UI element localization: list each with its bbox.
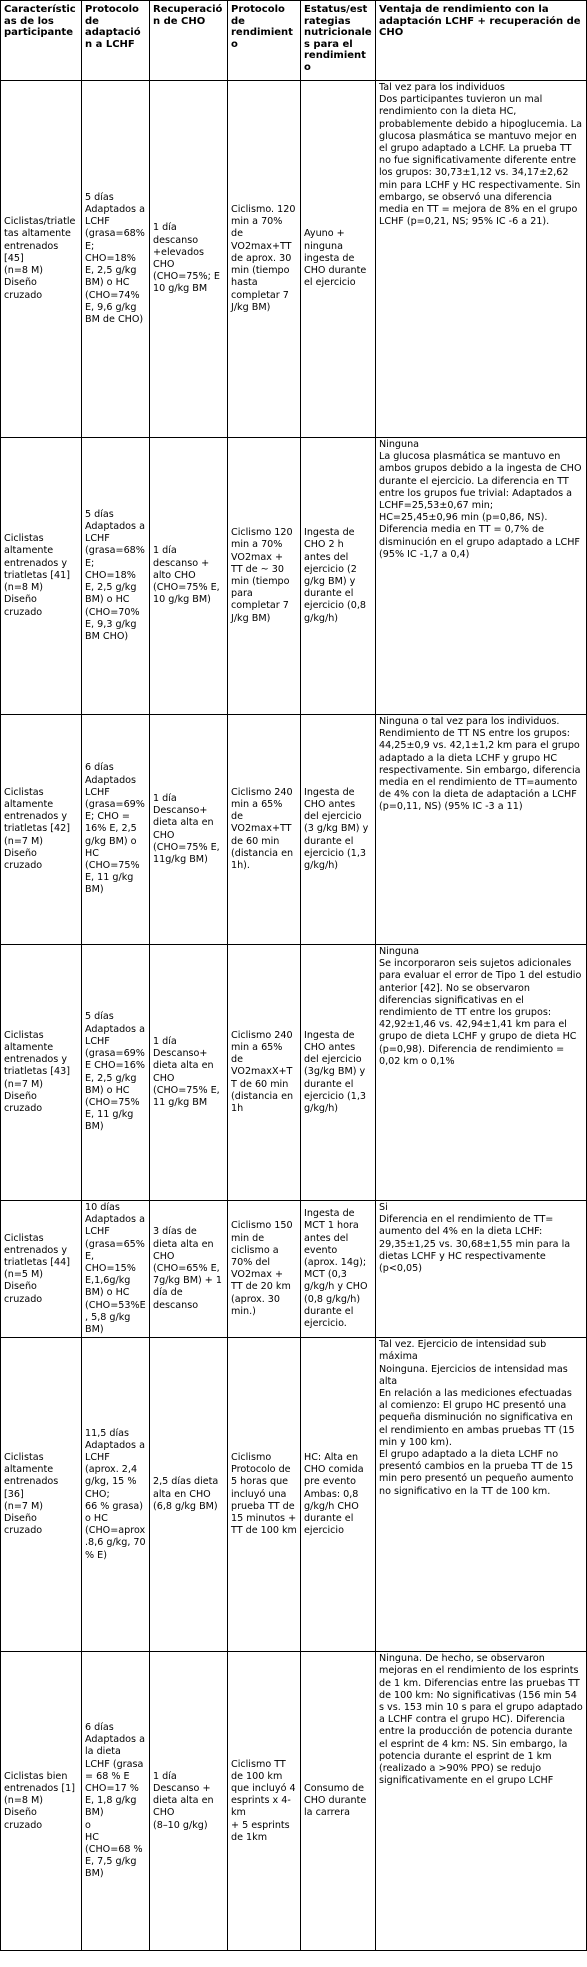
- header-strategy: Estatus/estrategias nutricionales para el rendimiento: [301, 1, 376, 81]
- cell-adaptation: 6 días Adaptados LCHF (grasa=69% E; CHO = 16% E, 2,5 g/kg BM) o HC (CHO=75% E, 11 g/kg BM): [82, 715, 150, 945]
- cell-strategy: Ingesta de MCT 1 hora antes del evento (aprox. 14g); MCT (0,3 g/kg/h y CHO (0,8 g/kg/h) durante el ejercicio.: [301, 1201, 376, 1338]
- table-row: [1, 1652, 587, 1951]
- cell-adaptation: 6 días Adaptados a la dieta LCHF (grasa = 68 % E CHO=17 % E, 1,8 g/kg BM) o HC (CHO=68 % E, 7,5 g/kg BM): [82, 1652, 150, 1951]
- cell-strategy: Ayuno + ninguna ingesta de CHO durante el ejercicio: [301, 81, 376, 438]
- cell-strategy: HC: Alta en CHO comida pre evento Ambas: 0,8 g/kg/h CHO durante el ejercicio: [301, 1338, 376, 1652]
- cell-advantage: Ninguna. De hecho, se observaron mejoras en el rendimiento de los esprints de 1 km. Diferencias entre las pruebas TT de 100 km: No significativas (156 min 54 s vs. 153 min 10 s para el grupo adaptado a LCHF contra el grupo HC). Diferencia entre la producción de potencia durante el esprint de 4 km: NS. Sin embargo, la potencia durante el esprint de 1 km (realizado a >90% PPO) se redujo significativamente en el grupo LCHF: [376, 1652, 587, 1951]
- cell-recovery: 1 día descanso + alto CHO (CHO=75% E, 10 g/kg BM): [150, 438, 228, 715]
- cell-performance: Ciclismo 240 min a 65% de VO2max+TT de 60 min (distancia en 1h).: [228, 715, 301, 945]
- table-row: [1, 1201, 587, 1338]
- cell-performance: Ciclismo 150 min de ciclismo a 70% del VO2max + TT de 20 km (aprox. 30 min.): [228, 1201, 301, 1338]
- cell-adaptation: 10 días Adaptados a LCHF (grasa=65% E, CHO=15% E,1,6g/kg BM) o HC (CHO=53%E, 5,8 g/kg BM): [82, 1201, 150, 1338]
- cell-recovery: 1 día Descanso+ dieta alta en CHO (CHO=75% E, 11 g/kg BM: [150, 945, 228, 1201]
- cell-adaptation: 5 días Adaptados a LCHF (grasa=68% E; CHO=18% E, 2,5 g/kg BM) o HC (CHO=74% E, 9,6 g/kg BM de CHO): [82, 81, 150, 438]
- header-performance: Protocolo de rendimiento: [228, 1, 301, 81]
- cell-participants: Ciclistas altamente entrenados y triatletas [41] (n=8 M) Diseño cruzado: [1, 438, 82, 715]
- cell-performance: Ciclismo 240 min a 65% de VO2maxX+TT de 60 min (distancia en 1h: [228, 945, 301, 1201]
- cell-recovery: 1 día Descanso + dieta alta en CHO (8–10 g/kg): [150, 1652, 228, 1951]
- header-participants: Características de los participante: [1, 1, 82, 81]
- cell-advantage: Tal vez para los individuos Dos participantes tuvieron un mal rendimiento con la dieta HC, probablemente debido a hipoglucemia. La glucosa plasmática se mantuvo mejor en el grupo adaptado a LCHF. La prueba TT no fue significativamente diferente entre los grupos: 30,73±1,12 vs. 34,17±2,62 min para LCHF y HC respectivamente. Sin embargo, se observó una diferencia media en TT = mejora de 8% en el grupo LCHF (p=0,21, NS; 95% IC -6 a 21).: [376, 81, 587, 438]
- cell-advantage: Ninguna La glucosa plasmática se mantuvo en ambos grupos debido a la ingesta de CHO durante el ejercicio. La diferencia en TT entre los grupos fue trivial: Adaptados a LCHF=25,53±0,67 min; HC=25,45±0,96 min (p=0,86, NS). Diferencia media en TT = 0,7% de disminución en el grupo adaptado a LCHF (95% IC -1,7 a 0,4): [376, 438, 587, 715]
- cell-advantage: Ninguna Se incorporaron seis sujetos adicionales para evaluar el error de Tipo 1 del estudio anterior [42]. No se observaron diferencias significativas en el rendimiento de TT entre los grupos: 42,92±1,46 vs. 42,94±1,41 km para el grupo de dieta LCHF y grupo de dieta HC (p=0,98). Diferencia de rendimiento = 0,02 km o 0,1%: [376, 945, 587, 1201]
- table-row: [1, 945, 587, 1201]
- header-row: [1, 1, 587, 81]
- cell-advantage: Si Diferencia en el rendimiento de TT= aumento del 4% en la dieta LCHF: 29,35±1,25 vs. 30,68±1,55 min para la dietas LCHF y HC respectivamente (p<0,05): [376, 1201, 587, 1338]
- cell-strategy: Ingesta de CHO 2 h antes del ejercicio (2 g/kg BM) y durante el ejercicio (0,8 g/kg/h): [301, 438, 376, 715]
- header-recovery: Recuperación de CHO: [150, 1, 228, 81]
- cell-advantage: Ninguna o tal vez para los individuos. Rendimiento de TT NS entre los grupos: 44,25±0,9 vs. 42,1±1,2 km para el grupo adaptado a la dieta LCHF y grupo HC respectivamente. Sin embargo, diferencia media en el rendimiento de TT=aumento de 4% con la dieta de adaptación a LCHF (p=0,11, NS) (95% IC -3 a 11): [376, 715, 587, 945]
- table-row: [1, 81, 587, 438]
- cell-adaptation: 5 días Adaptados a LCHF (grasa=69% E CHO=16% E, 2,5 g/kg BM) o HC (CHO=75% E, 11 g/kg BM): [82, 945, 150, 1201]
- cell-strategy: Ingesta de CHO antes del ejercicio (3 g/kg BM) y durante el ejercicio (1,3 g/kg/h): [301, 715, 376, 945]
- cell-advantage: Tal vez. Ejercicio de intensidad sub máxima Noinguna. Ejercicios de intensidad mas alta En relación a las mediciones efectuadas al comienzo: El grupo HC presentó una pequeña disminución no significativa en el rendimiento en ambas pruebas TT (15 min y 100 km). El grupo adaptado a la dieta LCHF no presentó cambios en la prueba TT de 15 min pero presentó un pequeño aumento no significativo en la TT de 100 km.: [376, 1338, 587, 1652]
- cell-participants: Ciclistas altamente entrenados [36] (n=7 M) Diseño cruzado: [1, 1338, 82, 1652]
- cell-participants: Ciclistas/triatletas altamente entrenados [45] (n=8 M) Diseño cruzado: [1, 81, 82, 438]
- table-row: [1, 438, 587, 715]
- table-row: [1, 715, 587, 945]
- cell-recovery: 2,5 días dieta alta en CHO (6,8 g/kg BM): [150, 1338, 228, 1652]
- cell-participants: Ciclistas altamente entrenados y triatletas [42] (n=7 M) Diseño cruzado: [1, 715, 82, 945]
- cell-adaptation: 5 días Adaptados a LCHF (grasa=68% E; CHO=18% E, 2,5 g/kg BM) o HC (CHO=70% E, 9,3 g/kg BM CHO): [82, 438, 150, 715]
- cell-performance: Ciclismo TT de 100 km que incluyó 4 esprints x 4-km + 5 esprints de 1km: [228, 1652, 301, 1951]
- cell-adaptation: 11,5 días Adaptados a LCHF (aprox. 2,4 g/kg, 15 % CHO; 66 % grasa) o HC (CHO=aprox.8,6 g/kg, 70 % E): [82, 1338, 150, 1652]
- cell-performance: Ciclismo 120 min a 70% VO2max + TT de ~ 30 min (tiempo para completar 7 J/kg BM): [228, 438, 301, 715]
- cell-participants: Ciclistas altamente entrenados y triatletas [43] (n=7 M) Diseño cruzado: [1, 945, 82, 1201]
- cell-participants: Ciclistas entrenados y triatletas [44] (n=5 M) Diseño cruzado: [1, 1201, 82, 1338]
- cell-strategy: Ingesta de CHO antes del ejercicio (3g/kg BM) y durante el ejercicio (1,3 g/kg/h): [301, 945, 376, 1201]
- cell-recovery: 3 días de dieta alta en CHO (CHO=65% E, 7g/kg BM) + 1 día de descanso: [150, 1201, 228, 1338]
- header-adaptation: Protocolo de adaptación a LCHF: [82, 1, 150, 81]
- cell-recovery: 1 día Descanso+ dieta alta en CHO (CHO=75% E, 11g/kg BM): [150, 715, 228, 945]
- cell-recovery: 1 día descanso +elevados CHO (CHO=75%; E 10 g/kg BM: [150, 81, 228, 438]
- table-row: [1, 1338, 587, 1652]
- cell-strategy: Consumo de CHO durante la carrera: [301, 1652, 376, 1951]
- cell-participants: Ciclistas bien entrenados [1] (n=8 M) Diseño cruzado: [1, 1652, 82, 1951]
- header-advantage: Ventaja de rendimiento con la adaptación LCHF + recuperación de CHO: [376, 1, 587, 81]
- cell-performance: Ciclismo. 120 min a 70% de VO2max+TT de aprox. 30 min (tiempo hasta completar 7 J/kg BM): [228, 81, 301, 438]
- cell-performance: Ciclismo Protocolo de 5 horas que incluyó una prueba TT de 15 minutos + TT de 100 km: [228, 1338, 301, 1652]
